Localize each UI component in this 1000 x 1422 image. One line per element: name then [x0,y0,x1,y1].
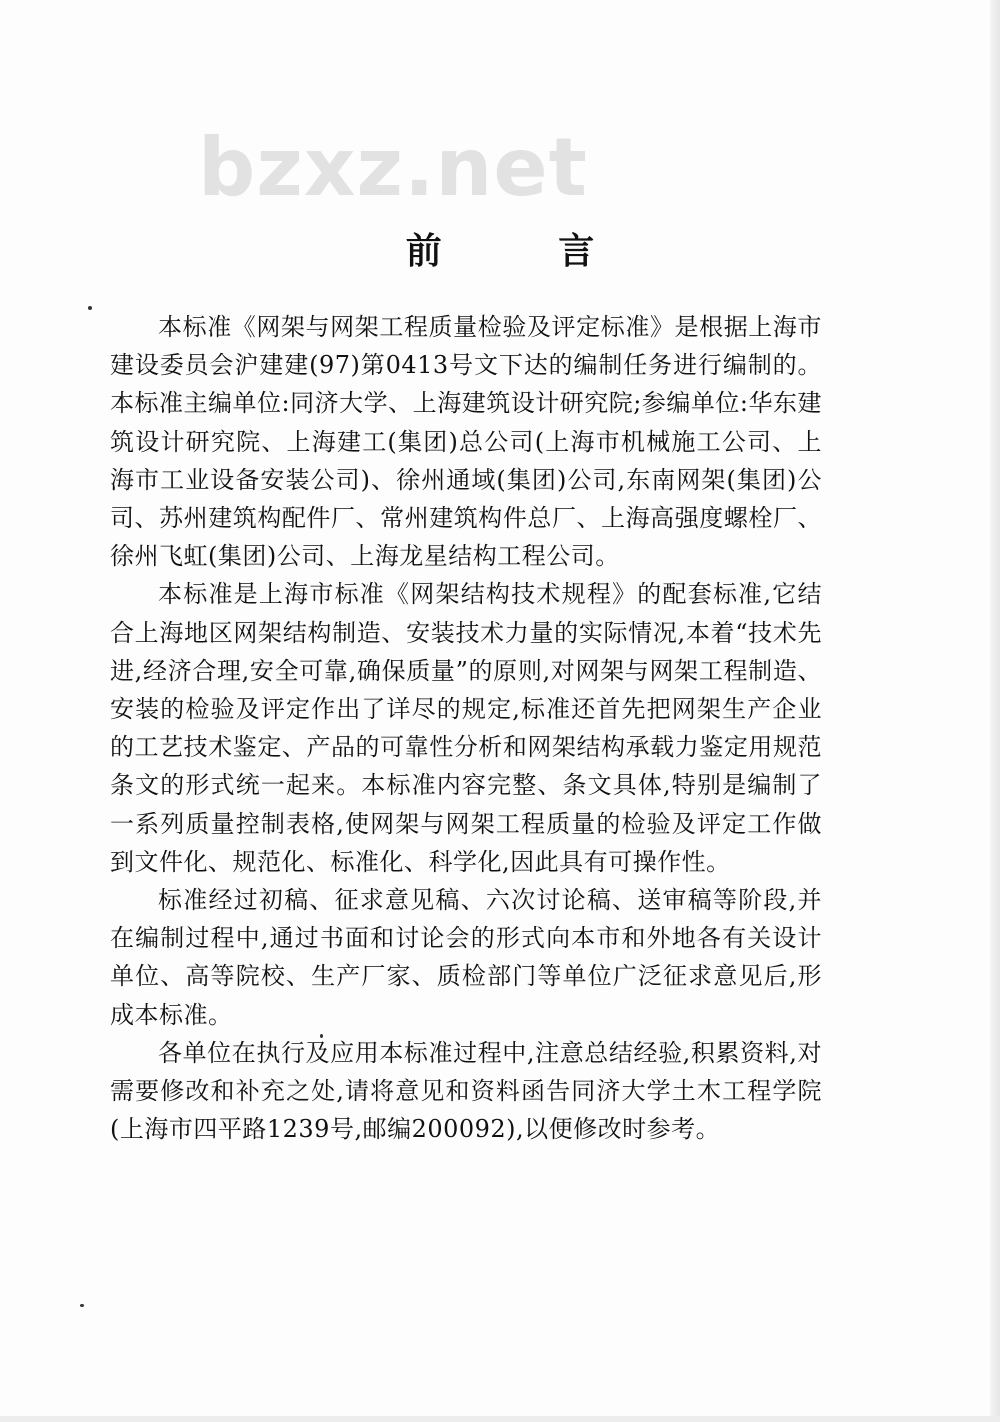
scan-speck [88,306,92,310]
paragraph-2: 本标准是上海市标准《网架结构技术规程》的配套标准,它结合上海地区网架结构制造、安装技术力量的实际情况,本着“技术先进,经济合理,安全可靠,确保质量”的原则,对网架与网架工程制造、安装的检验及评定作出了详尽的规定,标准还首先把网架生产企业的工艺技术鉴定、产品的可靠性分析和网架结构承载力鉴定用规范条文的形式统一起来。本标准内容完整、条文具体,特别是编制了一系列质量控制表格,使网架与网架工程质量的检验及评定工作做到文件化、规范化、标准化、科学化,因此具有可操作性。 [110,580,822,876]
paragraph-3: 标准经过初稿、征求意见稿、六次讨论稿、送审稿等阶段,并在编制过程中,通过书面和讨论会的形式向本市和外地各有关设计单位、高等院校、生产厂家、质检部门等单位广泛征求意见后,形成本标准。 [110,886,822,1029]
paragraph-4: 各单位在执行及应用本标准过程中,注意总结经验,积累资料,对需要修改和补充之处,请将意见和资料函告同济大学土木工程学院(上海市四平路1239号,邮编200092),以便修改时参考。 [110,1038,822,1144]
preface-body [110,308,822,1148]
scan-edge-right [990,0,1000,1422]
watermark: bzxz.net [198,121,588,214]
paragraph-1: 本标准《网架与网架工程质量检验及评定标准》是根据上海市建设委员会沪建建(97)第0413号文下达的编制任务进行编制的。本标准主编单位:同济大学、上海建筑设计研究院;参编单位:华东建筑设计研究院、上海建工(集团)总公司(上海市机械施工公司、上海市工业设备安装公司)、徐州通域(集团)公司,东南网架(集团)公司、苏州建筑构配件厂、常州建筑构件总厂、上海高强度螺栓厂、徐州飞虹(集团)公司、上海龙星结构工程公司。 [110,313,822,571]
page-title: 前 言 [405,230,647,272]
scan-speck [320,1034,323,1038]
scan-speck [80,1304,84,1307]
scan-edge-bottom [0,1416,1000,1422]
